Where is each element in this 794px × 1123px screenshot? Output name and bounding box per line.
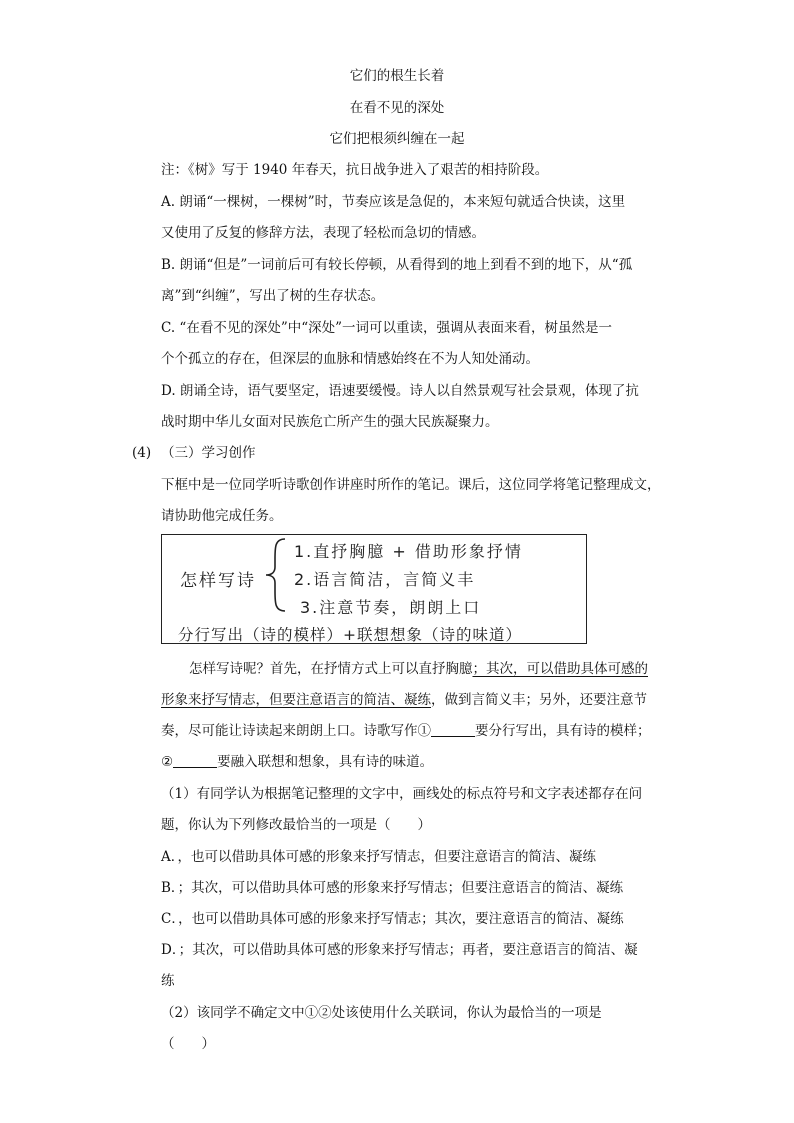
poem-line-1: 它们的根生长着 [349, 68, 445, 84]
subquestion-1-line-2: 题，你认为下列修改最恰当的一项是（ ） [161, 817, 431, 833]
notes-summary: 分行写出（诗的模样）+联想想象（诗的味道） [178, 626, 522, 644]
passage-text: ② [161, 754, 174, 770]
subquestion-2-line-2: （ ） [161, 1036, 215, 1052]
blank-1[interactable] [431, 722, 475, 737]
subquestion-1-option-c[interactable]: C．，也可以借助具体可感的形象来抒写情志；其次，要注意语言的简洁、凝练 [161, 911, 624, 927]
option-b-line-2: 离”到“纠缠”，写出了树的生存状态。 [161, 288, 385, 304]
poem-note: 注：《树》写于 1940 年春天，抗日战争进入了艰苦的相持阶段。 [161, 162, 549, 178]
subquestion-1-line-1: （1）有同学认为根据笔记整理的文字中，画线处的标点符号和文字表述都存在问 [161, 786, 643, 802]
subquestion-2-line-1: （2）该同学不确定文中①②处该使用什么关联词，你认为最恰当的一项是 [161, 1005, 602, 1021]
subquestion-1-option-d-cont: 练 [161, 973, 175, 989]
passage-text: 要分行写出，具有诗的模样； [475, 723, 651, 739]
passage-text: 怎样写诗呢？首先，在抒情方式上可以直抒胸臆 [189, 661, 473, 677]
option-a-line-2: 又使用了反复的修辞方法，表现了轻松而急切的情感。 [161, 225, 485, 241]
option-a-line-1: A. 朗诵“一棵树，一棵树”时，节奏应该是急促的，本来短句就适合快读，这里 [161, 194, 626, 210]
notes-item-2: 2.语言简洁，言简义丰 [294, 570, 476, 589]
passage-line-4 [161, 752, 433, 772]
passage-text: 要融入联想和想象，具有诗的味道。 [217, 754, 434, 770]
option-d-line-2: 战时期中华儿女面对民族危亡所产生的强大民族凝聚力。 [161, 414, 499, 430]
notes-topic: 怎样写诗 [180, 571, 256, 591]
notes-item-1: 1.直抒胸臆 + 借助形象抒情 [294, 542, 523, 561]
blank-2[interactable] [173, 753, 217, 768]
option-c-line-1: C. “在看不见的深处”中“深处”一词可以重读，强调从表面来看，树虽然是一 [161, 320, 613, 336]
passage-text: ，做到言简义丰；另外，还要注意节 [431, 692, 647, 708]
notes-item-3: 3.注意节奏，朗朗上口 [300, 598, 482, 617]
passage-text: 奏，尽可能让诗读起来朗朗上口。诗歌写作① [161, 723, 431, 739]
intro-line-2: 请协助他完成任务。 [161, 508, 283, 524]
handwritten-notes-box [161, 534, 587, 644]
subquestion-1-option-d[interactable]: D．；其次，可以借助具体可感的形象来抒写情志；再者，要注意语言的简洁、凝 [161, 942, 638, 958]
underlined-text: 形象来抒写情志，但要注意语言的简洁、凝练 [161, 692, 431, 708]
option-d-line-1: D. 朗诵全诗，语气要坚定，语速要缓慢。诗人以自然景观写社会景观，体现了抗 [161, 383, 639, 399]
question-number: (4) [132, 445, 152, 461]
section-heading: （三）学习创作 [161, 445, 256, 461]
poem-line-2: 在看不见的深处 [349, 100, 445, 116]
passage-line-2 [161, 690, 647, 710]
passage-line-1 [189, 659, 648, 679]
option-c-line-2: 个个孤立的存在，但深层的血脉和情感始终在不为人知处涌动。 [161, 351, 539, 367]
poem-line-3: 它们把根须纠缠在一起 [329, 131, 465, 147]
passage-line-3 [161, 721, 651, 741]
subquestion-1-option-b[interactable]: B．；其次，可以借助具体可感的形象来抒写情志；但要注意语言的简洁、凝练 [161, 880, 624, 896]
option-b-line-1: B. 朗诵“但是”一词前后可有较长停顿，从看得到的地上到看不到的地下，从“孤 [161, 257, 633, 273]
underlined-text: ；其次，可以借助具体可感的 [472, 661, 648, 677]
subquestion-1-option-a[interactable]: A．，也可以借助具体可感的形象来抒写情志，但要注意语言的简洁、凝练 [161, 849, 596, 865]
intro-line-1: 下框中是一位同学听诗歌创作讲座时所作的笔记。课后，这位同学将笔记整理成文， [161, 477, 661, 493]
curly-brace-icon [263, 537, 293, 613]
